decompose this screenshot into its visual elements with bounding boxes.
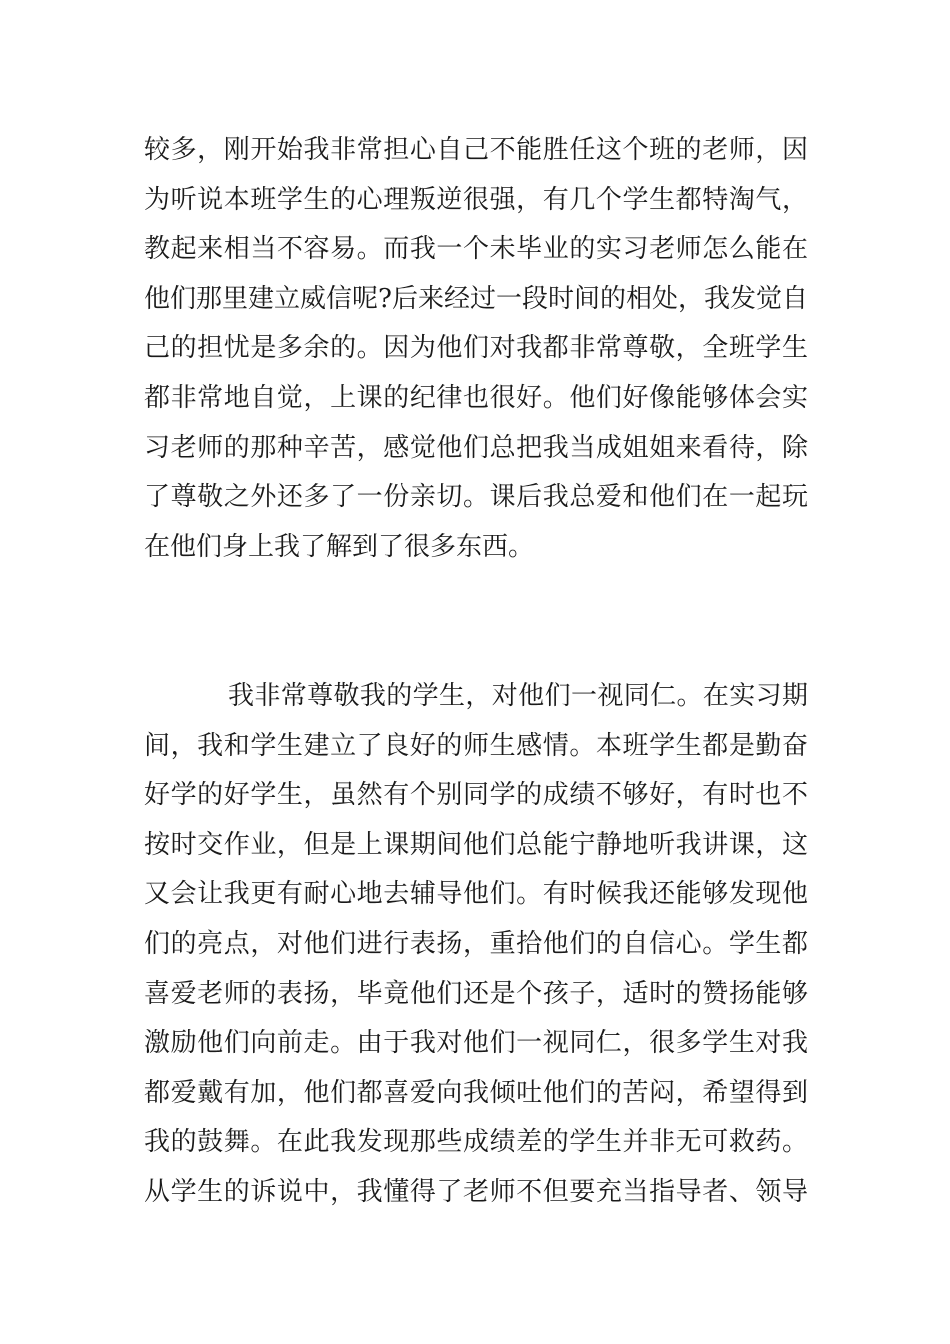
paragraph-1 <box>144 126 808 572</box>
paragraph-line: 从学生的诉说中，我懂得了老师不但要充当指导者、领导 <box>144 1176 808 1207</box>
paragraph-line: 又会让我更有耐心地去辅导他们。有时候我还能够发现他 <box>144 879 808 910</box>
paragraph-line: 都非常地自觉，上课的纪律也很好。他们好像能够体会实 <box>144 382 808 413</box>
paragraph-line: 激励他们向前走。由于我对他们一视同仁，很多学生对我 <box>144 1028 808 1059</box>
paragraph-line: 都爱戴有加，他们都喜爱向我倾吐他们的苦闷，希望得到 <box>144 1077 808 1108</box>
paragraph-line: 我的鼓舞。在此我发现那些成绩差的学生并非无可救药。 <box>144 1127 808 1158</box>
paragraph-line: 了尊敬之外还多了一份亲切。课后我总爱和他们在一起玩 <box>144 482 808 513</box>
paragraph-line: 在他们身上我了解到了很多东西。 <box>144 531 535 562</box>
paragraph-line: 喜爱老师的表扬，毕竟他们还是个孩子，适时的赞扬能够 <box>144 978 808 1009</box>
paragraph-line: 较多，刚开始我非常担心自己不能胜任这个班的老师，因 <box>144 135 808 165</box>
paragraph-line: 按时交作业，但是上课期间他们总能宁静地听我讲课，这 <box>144 829 808 860</box>
paragraph-line: 们的亮点，对他们进行表扬，重拾他们的自信心。学生都 <box>144 928 808 959</box>
paragraph-line: 我非常尊敬我的学生，对他们一视同仁。在实习期 <box>228 681 808 711</box>
paragraph-line: 为听说本班学生的心理叛逆很强，有几个学生都特淘气， <box>144 184 808 215</box>
paragraph-line: 好学的好学生，虽然有个别同学的成绩不够好，有时也不 <box>144 780 808 811</box>
paragraph-line: 己的担忧是多余的。因为他们对我都非常尊敬，全班学生 <box>144 333 808 364</box>
paragraph-line: 习老师的那种辛苦，感觉他们总把我当成姐姐来看待，除 <box>144 432 808 463</box>
paragraph-2 <box>144 672 808 1218</box>
paragraph-line: 教起来相当不容易。而我一个未毕业的实习老师怎么能在 <box>144 234 808 265</box>
paragraph-line: 间，我和学生建立了良好的师生感情。本班学生都是勤奋 <box>144 730 808 761</box>
paragraph-line: 他们那里建立威信呢?后来经过一段时间的相处，我发觉自 <box>144 283 808 314</box>
